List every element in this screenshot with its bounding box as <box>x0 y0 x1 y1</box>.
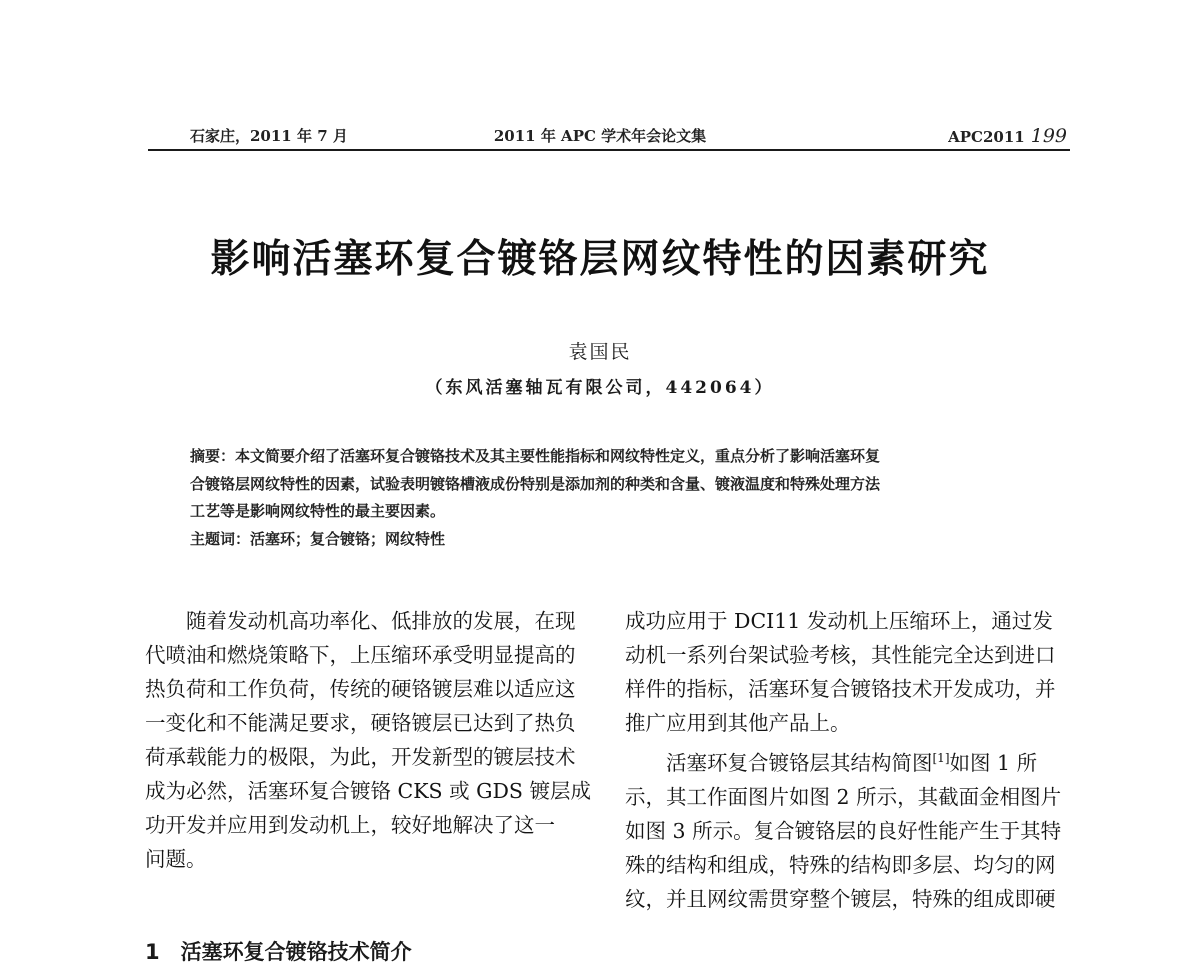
paragraph-line: 成为必然，活塞环复合镀铬 CKS 或 GDS 镀层成 <box>145 779 591 803</box>
paragraph-line: 功开发并应用到发动机上，较好地解决了这一 <box>145 813 555 837</box>
paragraph-line: 活塞环复合镀铬层其结构简图[1]如图 1 所 <box>666 751 1038 775</box>
paragraph-line: 热负荷和工作负荷，传统的硬铬镀层难以适应这 <box>145 677 576 701</box>
citation-reference[interactable]: [1] <box>932 751 950 765</box>
paragraph-line: 一变化和不能满足要求，硬铬镀层已达到了热负 <box>145 711 576 735</box>
abstract-line: 合镀铬层网纹特性的因素，试验表明镀铬槽液成份特别是添加剂的种类和含量、镀液温度和特殊处理方法 <box>190 474 881 493</box>
header-location-date: 石家庄，2011 年 7 月 <box>190 127 348 145</box>
section-heading: 1 活塞环复合镀铬技术简介 <box>145 940 412 964</box>
keywords-label: 主题词： <box>190 529 251 548</box>
paragraph-line: 随着发动机高功率化、低排放的发展，在现 <box>186 609 576 633</box>
header-conference-label: APC2011 <box>948 128 1025 146</box>
header-right <box>948 125 1067 147</box>
header-proceedings-title: 2011 年 APC 学术年会论文集 <box>493 127 707 145</box>
page-number: 199 <box>1030 125 1067 147</box>
keywords-value: 活塞环；复合镀铬；网纹特性 <box>250 529 446 548</box>
paragraph-line: 示，其工作面图片如图 2 所示，其截面金相图片 <box>625 785 1062 809</box>
body-right-column <box>625 604 1070 916</box>
paragraph-line: 成功应用于 DCI11 发动机上压缩环上，通过发 <box>625 609 1053 633</box>
paragraph-line: 动机一系列台架试验考核，其性能完全达到进口 <box>625 643 1056 667</box>
paragraph-line: 纹，并且网纹需贯穿整个镀层，特殊的组成即硬 <box>625 887 1056 911</box>
author-name: 袁国民 <box>568 341 632 363</box>
paragraph-line: 推广应用到其他产品上。 <box>625 711 851 735</box>
abstract-label: 摘要： <box>190 447 236 465</box>
paragraph-line: 如图 3 所示。复合镀铬层的良好性能产生于其特 <box>625 819 1062 843</box>
paper-title: 影响活塞环复合镀铬层网纹特性的因素研究 <box>210 237 990 282</box>
abstract-line: 工艺等是影响网纹特性的最主要因素。 <box>190 502 446 520</box>
abstract <box>190 443 1050 553</box>
paragraph-line: 代喷油和燃烧策略下，上压缩环承受明显提高的 <box>145 643 576 667</box>
author-affiliation: （东风活塞轴瓦有限公司，442064） <box>425 378 775 398</box>
paragraph-line: 荷承载能力的极限，为此，开发新型的镀层技术 <box>145 745 576 769</box>
paragraph-line: 问题。 <box>145 847 207 871</box>
body-left-column <box>145 604 591 876</box>
header-rule <box>148 149 1070 151</box>
keywords <box>190 526 1050 554</box>
paragraph-line: 殊的结构和组成，特殊的结构即多层、均匀的网 <box>625 853 1056 877</box>
paragraph-line: 样件的指标，活塞环复合镀铬技术开发成功，并 <box>625 677 1056 701</box>
abstract-line: 摘要：本文简要介绍了活塞环复合镀铬技术及其主要性能指标和网纹特性定义，重点分析了影响活塞环复 <box>190 447 881 465</box>
